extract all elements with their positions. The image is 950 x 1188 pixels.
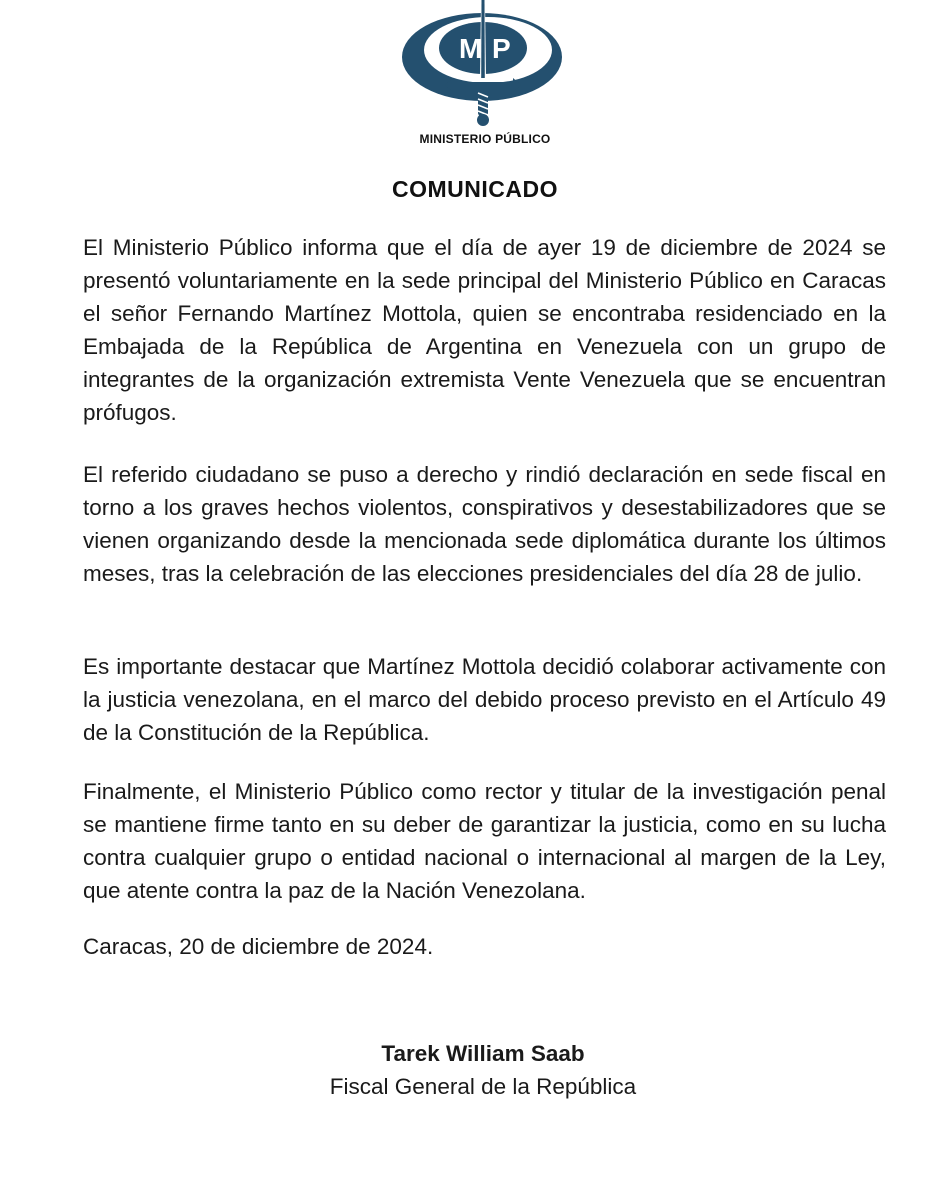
logo-caption: MINISTERIO PÚBLICO xyxy=(419,132,551,146)
place-date: Caracas, 20 de diciembre de 2024. xyxy=(83,934,434,959)
logo-letter-p: P xyxy=(492,33,511,64)
paragraph-3: Es importante destacar que Martínez Mottola decidió colaborar activamente con la justicia venezolana, en el marco del debido proceso previsto en el Artículo 49 de la Constitución de la República. xyxy=(83,654,886,745)
mp-emblem-icon xyxy=(395,0,575,130)
paragraph-1: El Ministerio Público informa que el día de ayer 19 de diciembre de 2024 se presentó voluntariamente en la sede principal del Ministerio Público en Caracas el señor Fernando Martínez Mottola, quien se encontraba residenciado en la Embajada de la República de Argentina en Venezuela con un grupo de integrantes de la organización extremista Vente Venezuela que se encuentran prófugos. xyxy=(83,235,886,425)
signatory-title: Fiscal General de la República xyxy=(329,1074,637,1099)
paragraph-2: El referido ciudadano se puso a derecho y rindió declaración en sede fiscal en torno a los graves hechos violentos, conspirativos y desestabilizadores que se vienen organizando desde la mencionada sede diplomática durante los últimos meses, tras la celebración de las elecciones presidenciales del día 28 de julio. xyxy=(83,462,886,586)
paragraph-4: Finalmente, el Ministerio Público como rector y titular de la investigación penal se mantiene firme tanto en su deber de garantizar la justicia, como en su lucha contra cualquier grupo o entidad nacional o internacional al margen de la Ley, que atente contra la paz de la Nación Venezolana. xyxy=(83,779,886,903)
logo-letter-m: M xyxy=(459,33,483,64)
signatory-name: Tarek William Saab xyxy=(381,1041,585,1066)
ministerio-publico-logo xyxy=(395,0,575,160)
document-title: COMUNICADO xyxy=(392,176,558,202)
